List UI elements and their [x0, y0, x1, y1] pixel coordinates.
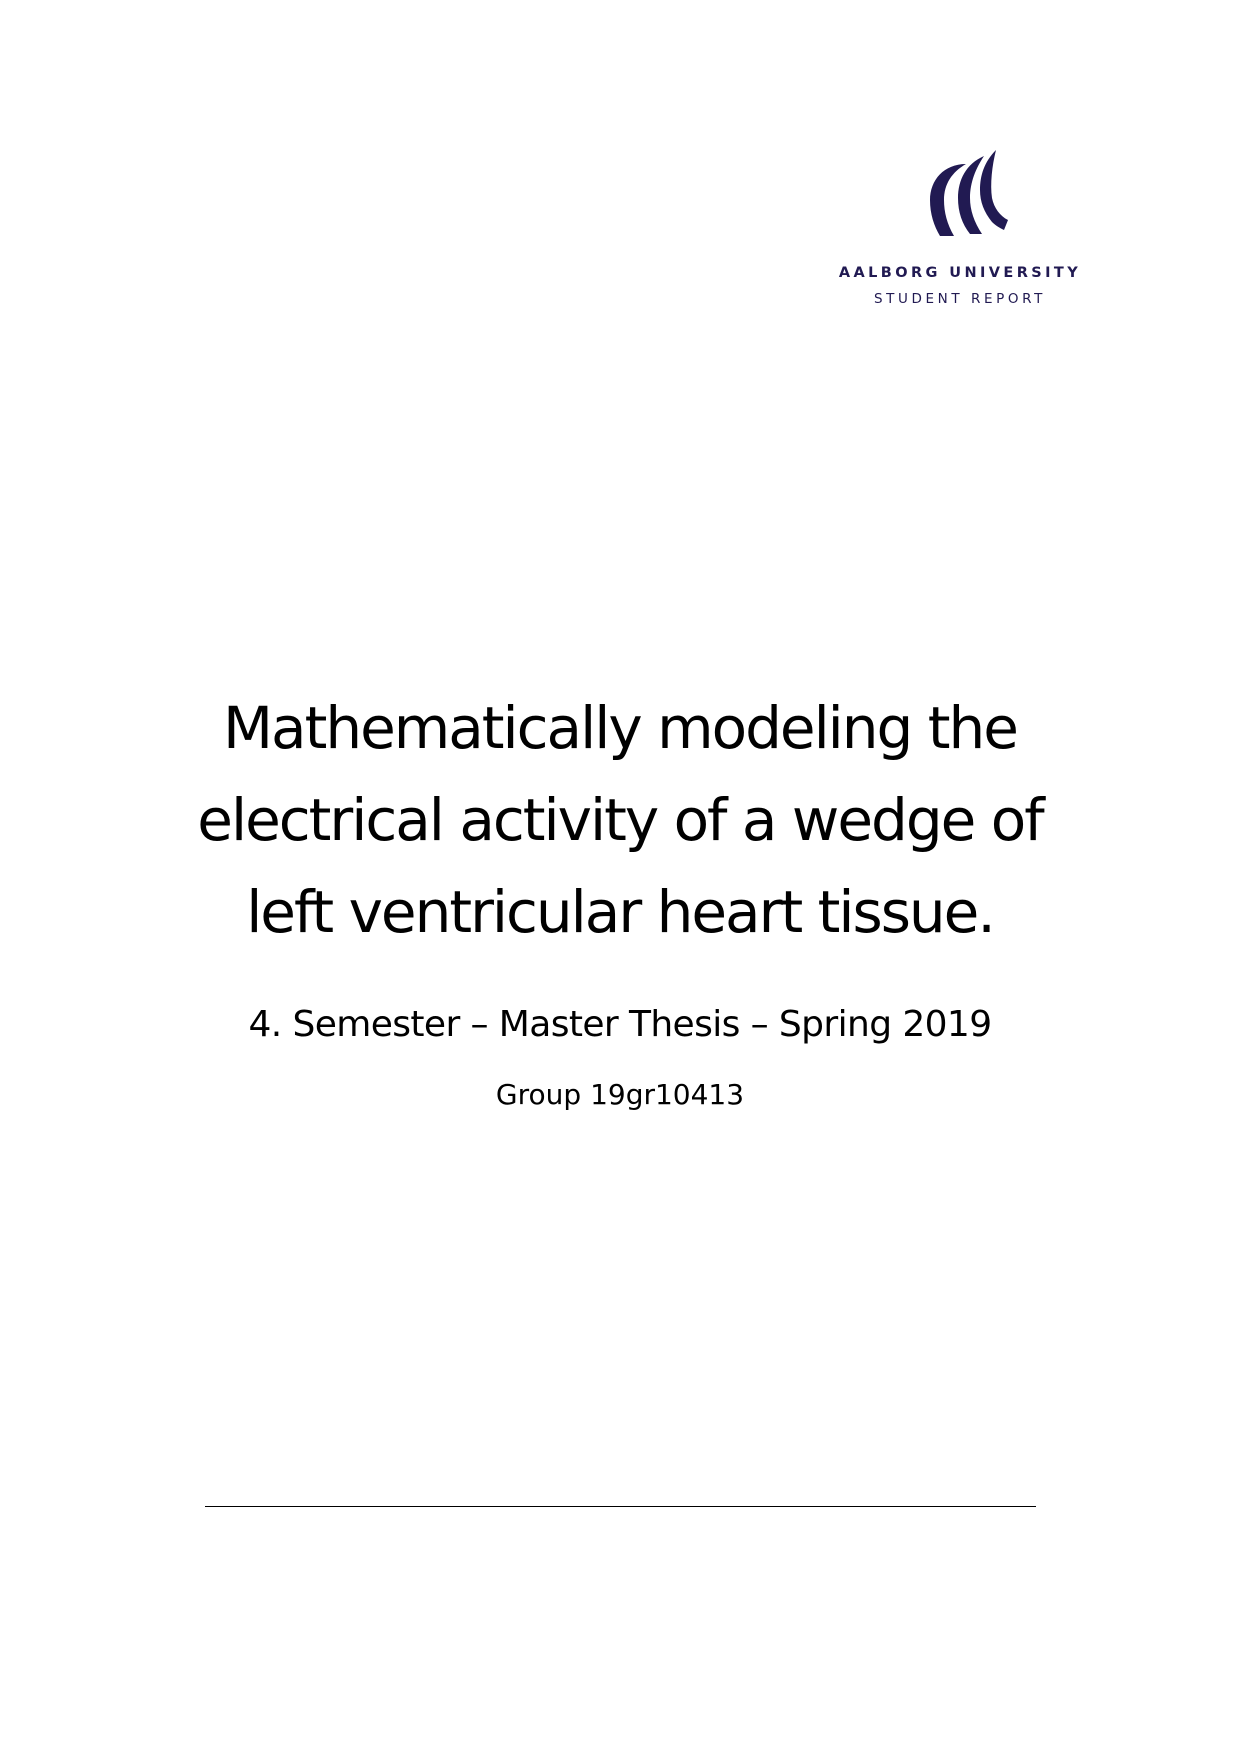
title-line-2: electrical activity of a wedge of	[197, 786, 1043, 854]
aalborg-waves-icon	[922, 150, 1014, 242]
title-line-1: Mathematically modeling the	[223, 694, 1017, 762]
title-line-3: left ventricular heart tissue.	[246, 878, 994, 946]
report-type-label: STUDENT REPORT	[874, 291, 1046, 307]
group-identifier: Group 19gr10413	[495, 1078, 745, 1111]
thesis-title	[120, 682, 1120, 958]
horizontal-divider	[205, 1506, 1036, 1507]
university-name: AALBORG UNIVERSITY	[838, 265, 1082, 281]
thesis-subtitle: 4. Semester – Master Thesis – Spring 2019	[248, 1004, 992, 1045]
university-logo	[830, 150, 1090, 310]
